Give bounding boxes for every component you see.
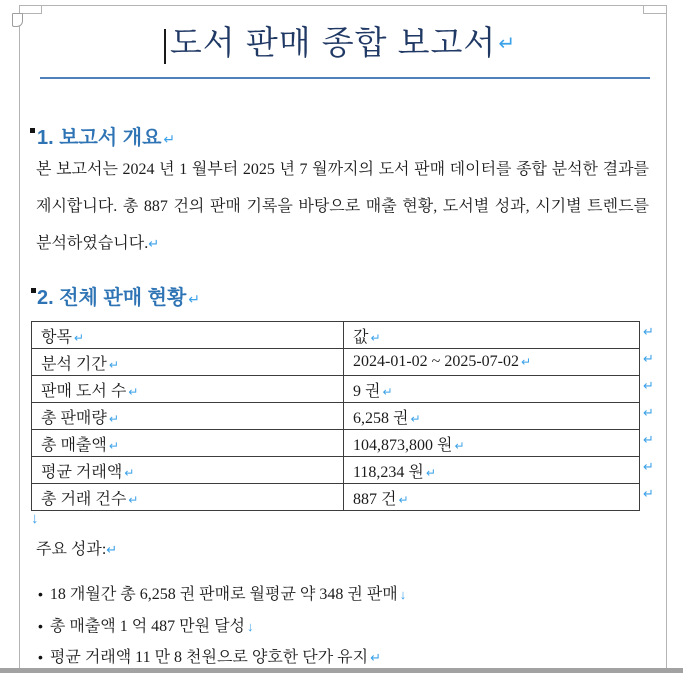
row-end-mark-icon: ↵ xyxy=(643,324,654,339)
cell-mark-icon: ↵ xyxy=(398,492,409,507)
cell-mark-icon: ↵ xyxy=(454,438,465,453)
bullet-item[interactable] xyxy=(38,642,406,674)
cell-value[interactable]: 6,258 권 ↵ xyxy=(344,403,640,430)
row-end-mark-icon: ↵ xyxy=(643,351,654,366)
line-break-mark-icon: ↓ xyxy=(399,587,407,602)
section-2-heading[interactable] xyxy=(37,286,200,311)
section-1-heading[interactable] xyxy=(37,126,175,151)
page-boundary-top xyxy=(19,5,666,6)
overview-paragraph-text: 본 보고서는 2024 년 1 월부터 2025 년 7 월까지의 도서 판매 데이터를 종합 분석한 결과를 제시합니다. 총 887 건의 판매 기록을 바탕으로 매출 현황, 도서별 성과, 시기별 트렌드를 분석하였습니다. xyxy=(36,161,649,252)
paragraph-mark-icon: ↵ xyxy=(163,131,176,147)
line-break-mark-icon: ↓ xyxy=(247,618,254,634)
table-row[interactable] xyxy=(32,349,640,376)
section-1-heading-text: 1. 보고서 개요 xyxy=(37,127,162,149)
cell-item[interactable]: 총 판매량 ↵ xyxy=(32,403,344,430)
bullet-text: 평균 거래액 11 만 8 천원으로 양호한 단가 유지 xyxy=(49,649,369,666)
cell-mark-icon: ↵ xyxy=(124,465,135,480)
bullet-item[interactable] xyxy=(38,611,406,643)
cell-mark-icon: ↵ xyxy=(108,438,119,453)
cell-mark-icon: ↵ xyxy=(370,330,381,345)
row-end-mark-icon: ↵ xyxy=(643,405,654,420)
section-2-heading-text: 2. 전체 판매 현황 xyxy=(37,287,187,309)
cell-item[interactable]: 분석 기간 ↵ xyxy=(32,349,344,376)
cell-value[interactable]: 118,234 원 ↵ xyxy=(344,457,640,484)
row-end-mark-icon: ↵ xyxy=(643,378,654,393)
document-title[interactable] xyxy=(19,22,666,65)
row-end-mark-icon: ↵ xyxy=(643,432,654,447)
row-end-mark-icon: ↵ xyxy=(643,486,654,501)
document-title-text: 도서 판매 종합 보고서 xyxy=(169,24,497,61)
key-results-label[interactable]: 주요 성과:↵ xyxy=(36,541,118,558)
overview-paragraph[interactable] xyxy=(36,151,649,262)
bullet-dot-icon: • xyxy=(38,617,43,634)
bullet-text: 총 매출액 1 억 487 만원 달성 xyxy=(49,617,246,635)
cell-item[interactable]: 총 거래 건수 ↵ xyxy=(32,484,344,511)
paragraph-mark-icon: ↵ xyxy=(148,236,160,251)
cell-value[interactable]: 2024-01-02 ~ 2025-07-02 ↵ xyxy=(344,349,640,376)
bullet-text: 18 개월간 총 6,258 권 판매로 월평균 약 348 권 판매 xyxy=(49,586,398,603)
heading-square-marker-icon xyxy=(31,288,36,293)
cell-item[interactable]: 판매 도서 수 ↵ xyxy=(32,376,344,403)
table-row[interactable] xyxy=(32,457,640,484)
paragraph-mark-icon: ↵ xyxy=(188,291,201,307)
cell-mark-icon: ↵ xyxy=(128,384,139,399)
page-boundary-right xyxy=(666,5,667,668)
cell-mark-icon: ↵ xyxy=(382,384,393,399)
line-break-mark-icon: ↓ xyxy=(31,510,39,527)
bullet-dot-icon: • xyxy=(38,649,43,665)
column-header-value[interactable]: 값 ↵ xyxy=(344,322,640,349)
cell-mark-icon: ↵ xyxy=(128,492,139,507)
page-corner-mark-right xyxy=(643,5,666,14)
bullet-item[interactable] xyxy=(38,579,406,611)
cell-mark-icon: ↵ xyxy=(425,465,436,480)
cell-mark-icon: ↵ xyxy=(410,411,421,426)
cell-item[interactable]: 평균 거래액 ↵ xyxy=(32,457,344,484)
row-end-marks xyxy=(643,321,654,510)
column-header-item[interactable]: 항목 ↵ xyxy=(32,322,344,349)
cell-mark-icon: ↵ xyxy=(108,411,119,426)
paragraph-mark-icon: ↵ xyxy=(370,650,381,665)
summary-table[interactable] xyxy=(31,321,640,511)
cell-value[interactable]: 104,873,800 원 ↵ xyxy=(344,430,640,457)
cell-mark-icon: ↵ xyxy=(520,355,532,369)
paragraph-mark-icon: ↵ xyxy=(498,33,516,55)
table-header-row[interactable] xyxy=(32,322,640,349)
table-row[interactable] xyxy=(32,430,640,457)
page-boundary-left xyxy=(19,5,20,668)
cell-mark-icon: ↵ xyxy=(73,330,84,345)
cell-mark-icon: ↵ xyxy=(108,357,119,372)
bullet-dot-icon: • xyxy=(38,586,43,602)
table-row[interactable] xyxy=(32,403,640,430)
cell-value[interactable]: 9 권 ↵ xyxy=(344,376,640,403)
heading-square-marker-icon xyxy=(30,128,35,133)
bullet-list xyxy=(38,579,406,674)
table-row[interactable] xyxy=(32,376,640,403)
cell-value[interactable]: 887 건 ↵ xyxy=(344,484,640,511)
paragraph-mark-icon: ↵ xyxy=(106,542,118,557)
table-row[interactable] xyxy=(32,484,640,511)
cell-item[interactable]: 총 매출액 ↵ xyxy=(32,430,344,457)
row-end-mark-icon: ↵ xyxy=(643,459,654,474)
title-underline-rule xyxy=(40,77,650,79)
